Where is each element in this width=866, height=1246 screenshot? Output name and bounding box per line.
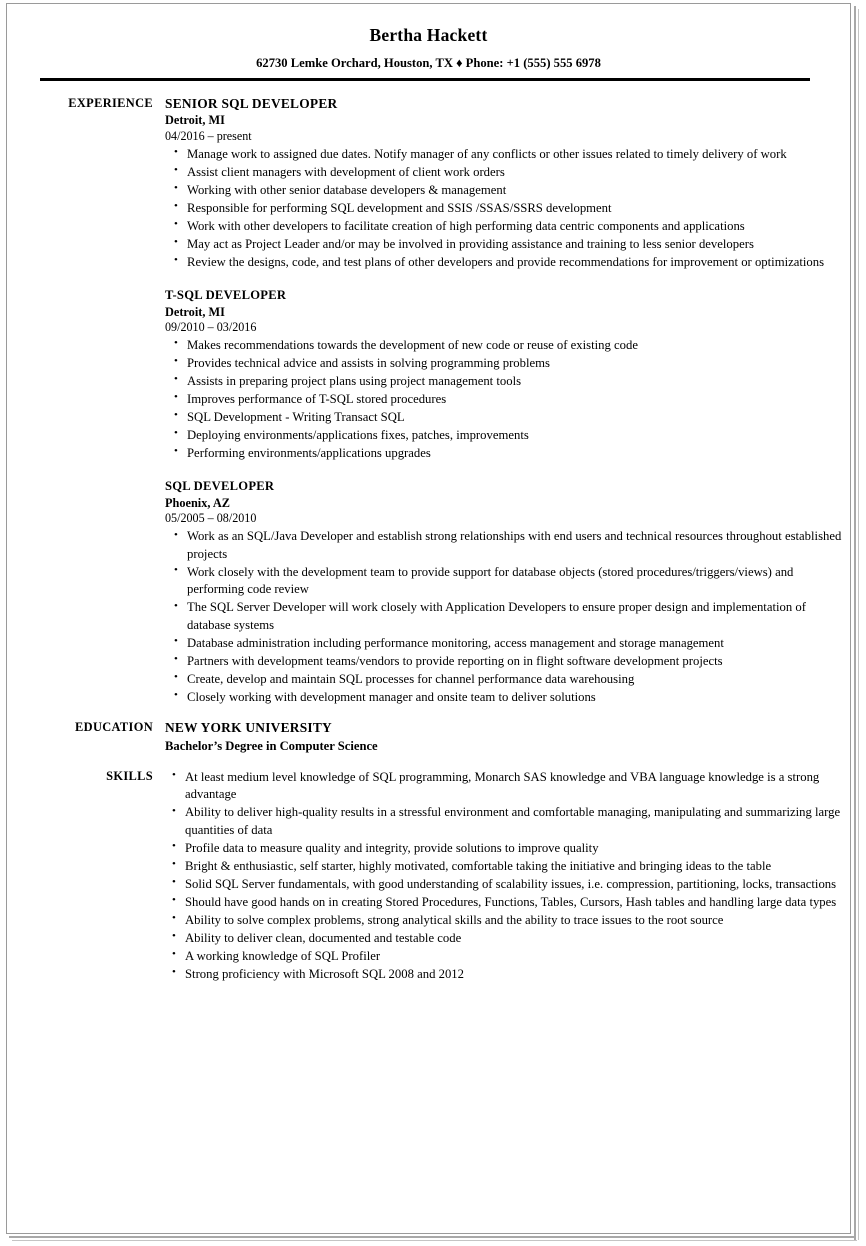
section-education [7, 720, 850, 755]
resume-content [7, 4, 850, 1233]
page-shadow-bottom [9, 1236, 856, 1238]
job-bullet: • Create, develop and maintain SQL processes for channel performance data warehousing [165, 671, 850, 689]
job-bullet: • May act as Project Leader and/or may be involved in providing assistance and training to less senior developers [165, 236, 850, 254]
skill-bullet: • Ability to solve complex problems, strong analytical skills and the ability to trace issues to the root source [165, 912, 850, 930]
job-title: SENIOR SQL DEVELOPER [165, 96, 338, 112]
education-school: NEW YORK UNIVERSITY [165, 719, 332, 735]
experience-body [153, 96, 850, 707]
skill-bullet: • Strong proficiency with Microsoft SQL 2008 and 2012 [165, 966, 850, 984]
section-label-education: EDUCATION [75, 719, 153, 734]
skill-bullet: • Should have good hands on in creating Stored Procedures, Functions, Tables, Cursors, Hash tables and handling large data types [165, 894, 850, 912]
skill-bullet: • Bright & enthusiastic, self starter, highly motivated, comfortable taking the initiative and bringing ideas to the table [165, 858, 850, 876]
page-shadow-bottom-outer [12, 1240, 857, 1241]
job-bullet: • Work with other developers to facilitate creation of high performing data centric components and applications [165, 218, 850, 236]
job-title: SQL DEVELOPER [165, 479, 275, 494]
job-dates: 04/2016 – present [165, 128, 252, 143]
job-bullet-list [165, 337, 850, 463]
section-label-experience: EXPERIENCE [68, 96, 153, 111]
job-bullet: • Provides technical advice and assists in solving programming problems [165, 355, 850, 373]
job-bullet-list [165, 146, 850, 272]
section-label-skills: SKILLS [106, 768, 153, 783]
job-bullet: • Manage work to assigned due dates. Notify manager of any conflicts or other issues related to timely delivery of work [165, 146, 850, 164]
section-experience [7, 96, 850, 707]
job-bullet: • Responsible for performing SQL development and SSIS /SSAS/SSRS development [165, 200, 850, 218]
education-body [153, 720, 850, 755]
page-shadow-right-outer [858, 9, 859, 1240]
job-bullet: • Makes recommendations towards the development of new code or reuse of existing code [165, 337, 850, 355]
job-bullet: • Closely working with development manager and onsite team to deliver solutions [165, 689, 850, 707]
page-shadow-right [854, 6, 856, 1240]
skills-bullet-list [165, 769, 850, 984]
job-bullet-list [165, 528, 850, 706]
skill-bullet: • Solid SQL Server fundamentals, with good understanding of scalability issues, i.e. compression, partitioning, locks, transactions [165, 876, 850, 894]
job-bullet: • SQL Development - Writing Transact SQL [165, 409, 850, 427]
skill-bullet: • At least medium level knowledge of SQL programming, Monarch SAS knowledge and VBA language knowledge is a strong advantage [165, 769, 850, 804]
job-bullet: • Assist client managers with development of client work orders [165, 164, 850, 182]
job-bullet: • Review the designs, code, and test plans of other developers and provide recommendations for improvement or optimizations [165, 254, 850, 272]
job-location: Detroit, MI [165, 304, 225, 319]
candidate-name: Bertha Hackett [369, 25, 488, 45]
education-degree: Bachelor’s Degree in Computer Science [165, 739, 378, 754]
job-bullet: • Performing environments/applications upgrades [165, 445, 850, 463]
job-bullet: • Improves performance of T-SQL stored procedures [165, 391, 850, 409]
header-divider-rule [40, 78, 810, 81]
experience-entry [165, 288, 850, 462]
job-bullet: • The SQL Server Developer will work closely with Application Developers to ensure proper design and implementation of database systems [165, 599, 850, 634]
job-bullet: • Work closely with the development team to provide support for database objects (stored procedures/triggers/views) and performing code review [165, 564, 850, 599]
section-skills [7, 769, 850, 984]
job-bullet: • Database administration including performance monitoring, access management and storage management [165, 635, 850, 653]
skill-bullet: • Ability to deliver clean, documented and testable code [165, 930, 850, 948]
skill-bullet: • A working knowledge of SQL Profiler [165, 948, 850, 966]
job-bullet: • Deploying environments/applications fixes, patches, improvements [165, 427, 850, 445]
job-dates: 09/2010 – 03/2016 [165, 319, 257, 334]
job-dates: 05/2005 – 08/2010 [165, 511, 257, 526]
job-bullet: • Partners with development teams/vendors to provide reporting on in flight software development projects [165, 653, 850, 671]
experience-entry [165, 479, 850, 706]
candidate-contact-line: 62730 Lemke Orchard, Houston, TX ♦ Phone: +1 (555) 555 6978 [256, 56, 601, 71]
skill-bullet: • Ability to deliver high-quality results in a stressful environment and comfortable managing, manipulating and summarizing large quantities of data [165, 804, 850, 839]
experience-entry [165, 96, 850, 271]
job-bullet: • Assists in preparing project plans using project management tools [165, 373, 850, 391]
job-bullet: • Work as an SQL/Java Developer and establish strong relationships with end users and technical resources throughout established projects [165, 528, 850, 563]
job-bullet: • Working with other senior database developers & management [165, 182, 850, 200]
job-title: T-SQL DEVELOPER [165, 288, 287, 303]
skills-body [153, 769, 850, 984]
resume-header [7, 4, 850, 71]
job-location: Phoenix, AZ [165, 495, 230, 510]
job-location: Detroit, MI [165, 113, 225, 128]
skill-bullet: • Profile data to measure quality and integrity, provide solutions to improve quality [165, 840, 850, 858]
